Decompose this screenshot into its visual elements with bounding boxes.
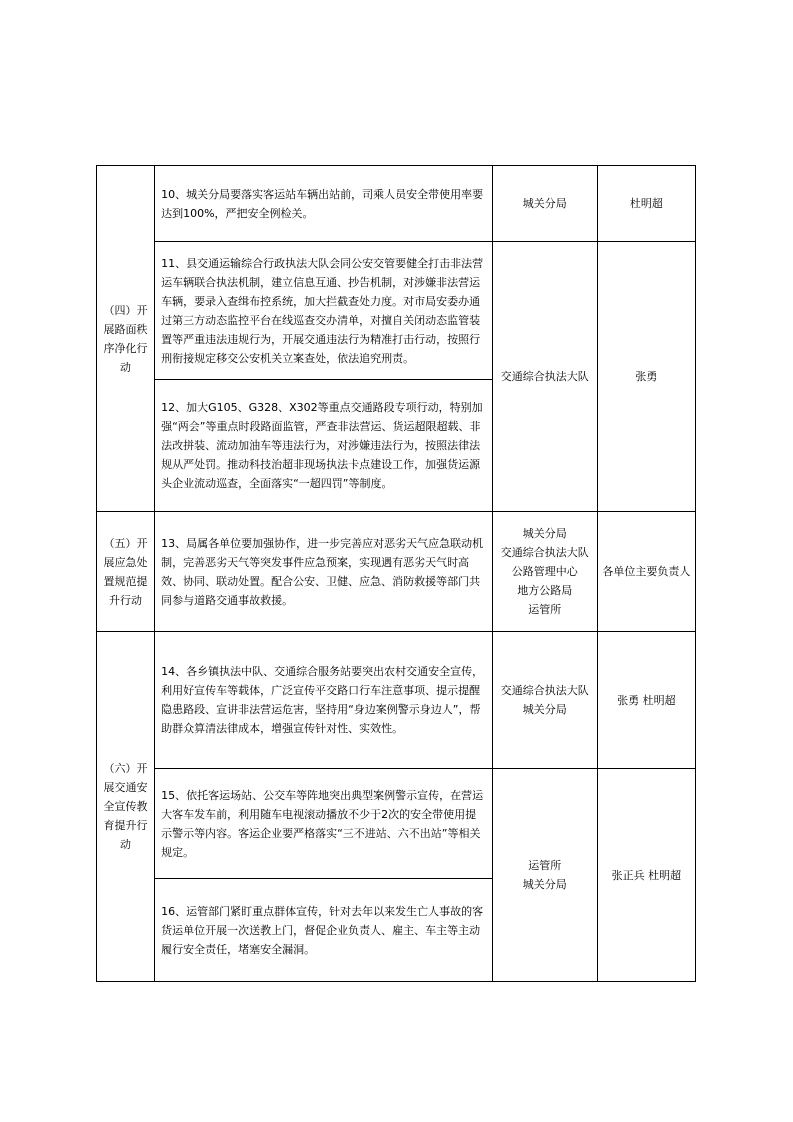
unit-cell: 交通综合执法大队 (492, 242, 597, 512)
category-cell: （六）开展交通安全宣传教育提升行动 (97, 632, 155, 982)
task-cell: 15、依托客运场站、公交车等阵地突出典型案例警示宣传，在营运大客车发车前，利用随车电视滚动播放不少于2次的安全带使用提示警示等内容。客运企业要严格落实“三不进站、六不出站”等相关规定。 (155, 769, 493, 879)
category-cell: （四）开展路面秩序净化行动 (97, 166, 155, 512)
task-table (96, 165, 696, 982)
task-cell: 14、各乡镇执法中队、交通综合服务站要突出农村交通安全宣传，利用好宣传车等载体，广泛宣传平交路口行车注意事项、提示提醒隐患路段、宣讲非法营运危害，坚持用“身边案例警示身边人”，帮助群众算清法律成本，增强宣传针对性、实效性。 (155, 632, 493, 769)
unit-cell: 运管所 城关分局 (492, 769, 597, 982)
category-cell: （五）开展应急处置规范提升行动 (97, 512, 155, 632)
table-row (97, 512, 696, 632)
person-cell: 各单位主要负责人 (597, 512, 695, 632)
person-cell: 张勇 杜明超 (597, 632, 695, 769)
task-cell: 10、城关分局要落实客运站车辆出站前，司乘人员安全带使用率要达到100%，严把安全例检关。 (155, 166, 493, 242)
table-row (97, 632, 696, 769)
task-cell: 12、加大G105、G328、X302等重点交通路段专项行动，特别加强“两会”等重点时段路面监管，严查非法营运、货运超限超载、非法改拼装、流动加油车等违法行为，对涉嫌违法行为，按照法律法规从严处罚。推动科技治超非现场执法卡点建设工作，加强货运源头企业流动巡查，全面落实“一超四罚”等制度。 (155, 380, 493, 512)
task-cell: 16、运管部门紧盯重点群体宣传，针对去年以来发生亡人事故的客货运单位开展一次送教上门，督促企业负责人、雇主、车主等主动履行安全责任，堵塞安全漏洞。 (155, 879, 493, 982)
person-cell: 杜明超 (597, 166, 695, 242)
unit-cell: 交通综合执法大队 城关分局 (492, 632, 597, 769)
unit-cell: 城关分局 (492, 166, 597, 242)
table-row (97, 166, 696, 242)
person-cell: 张正兵 杜明超 (597, 769, 695, 982)
task-cell: 13、局属各单位要加强协作，进一步完善应对恶劣天气应急联动机制，完善恶劣天气等突发事件应急预案，实现遇有恶劣天气时高效、协同、联动处置。配合公安、卫健、应急、消防救援等部门共同参与道路交通事故救援。 (155, 512, 493, 632)
table-row (97, 242, 696, 380)
unit-cell: 城关分局 交通综合执法大队 公路管理中心 地方公路局 运管所 (492, 512, 597, 632)
table-row (97, 769, 696, 879)
task-cell: 11、县交通运输综合行政执法大队会同公安交管要健全打击非法营运车辆联合执法机制，建立信息互通、抄告机制，对涉嫌非法营运车辆，要录入查缉布控系统，加大拦截查处力度。对市局安委办通过第三方动态监控平台在线巡查交办清单，对擅自关闭动态监管装置等严重违法违规行为，开展交通违法行为精准打击行动，按照行刑衔接规定移交公安机关立案查处，依法追究刑责。 (155, 242, 493, 380)
person-cell: 张勇 (597, 242, 695, 512)
